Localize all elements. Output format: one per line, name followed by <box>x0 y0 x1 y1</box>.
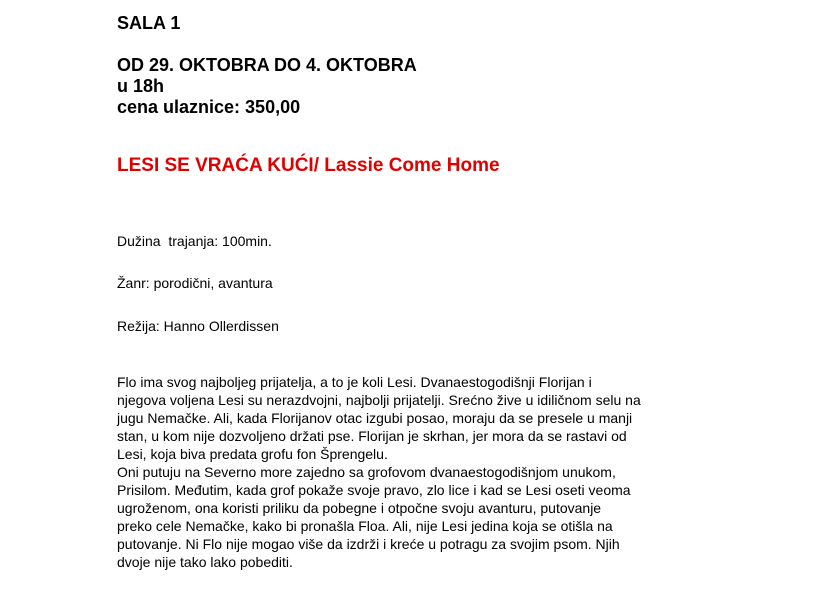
ticket-price: cena ulaznice: 350,00 <box>117 97 301 117</box>
synopsis-line: preko cele Nemačke, kako bi pronašla Floa. Ali, nije Lesi jedina koja se otišla na <box>117 518 613 534</box>
synopsis-line: Flo ima svog najboljeg prijatelja, a to je koli Lesi. Dvanaestogodišnji Florijan i <box>117 374 592 390</box>
synopsis-line: Prisilom. Međutim, kada grof pokaže svoje pravo, zlo lice i kad se Lesi oseti veoma <box>117 482 631 498</box>
synopsis-line: stan, u kom nije dozvoljeno držati pse. Florijan je skrhan, jer mora da se rastavi od <box>117 428 627 444</box>
synopsis-line: putovanje. Ni Flo nije mogao više da izdrži i kreće u potragu za svojim psom. Njih <box>117 536 620 552</box>
synopsis-line: Oni putuju na Severno more zajedno sa grofovom dvanaestogodišnjom unukom, <box>117 464 616 480</box>
movie-director: Režija: Hanno Ollerdissen <box>117 318 279 334</box>
movie-duration: Dužina trajanja: 100min. <box>117 233 272 249</box>
movie-genre: Žanr: porodični, avantura <box>117 275 273 291</box>
synopsis-line: dvoje nije tako lako pobediti. <box>117 554 293 570</box>
hall-heading: SALA 1 <box>117 13 181 33</box>
movie-title: LESI SE VRAĆA KUĆI/ Lassie Come Home <box>117 155 500 176</box>
synopsis-line: Lesi, koja biva predata grofu fon Šprengelu. <box>117 446 388 462</box>
synopsis-line: njegova voljena Lesi su nerazdvojni, najbolji prijatelji. Srećno žive u idiličnom selu na <box>117 392 641 408</box>
schedule-block <box>117 55 417 118</box>
synopsis-line: ugroženom, ona koristi priliku da pobegne i otpočne svoju avanturu, putovanje <box>117 500 602 516</box>
date-range: OD 29. OKTOBRA DO 4. OKTOBRA <box>117 55 417 75</box>
synopsis-line: jugu Nemačke. Ali, kada Florijanov otac izgubi posao, moraju da se presele u manji <box>117 410 633 426</box>
showtime: u 18h <box>117 76 165 96</box>
movie-synopsis <box>117 373 707 571</box>
